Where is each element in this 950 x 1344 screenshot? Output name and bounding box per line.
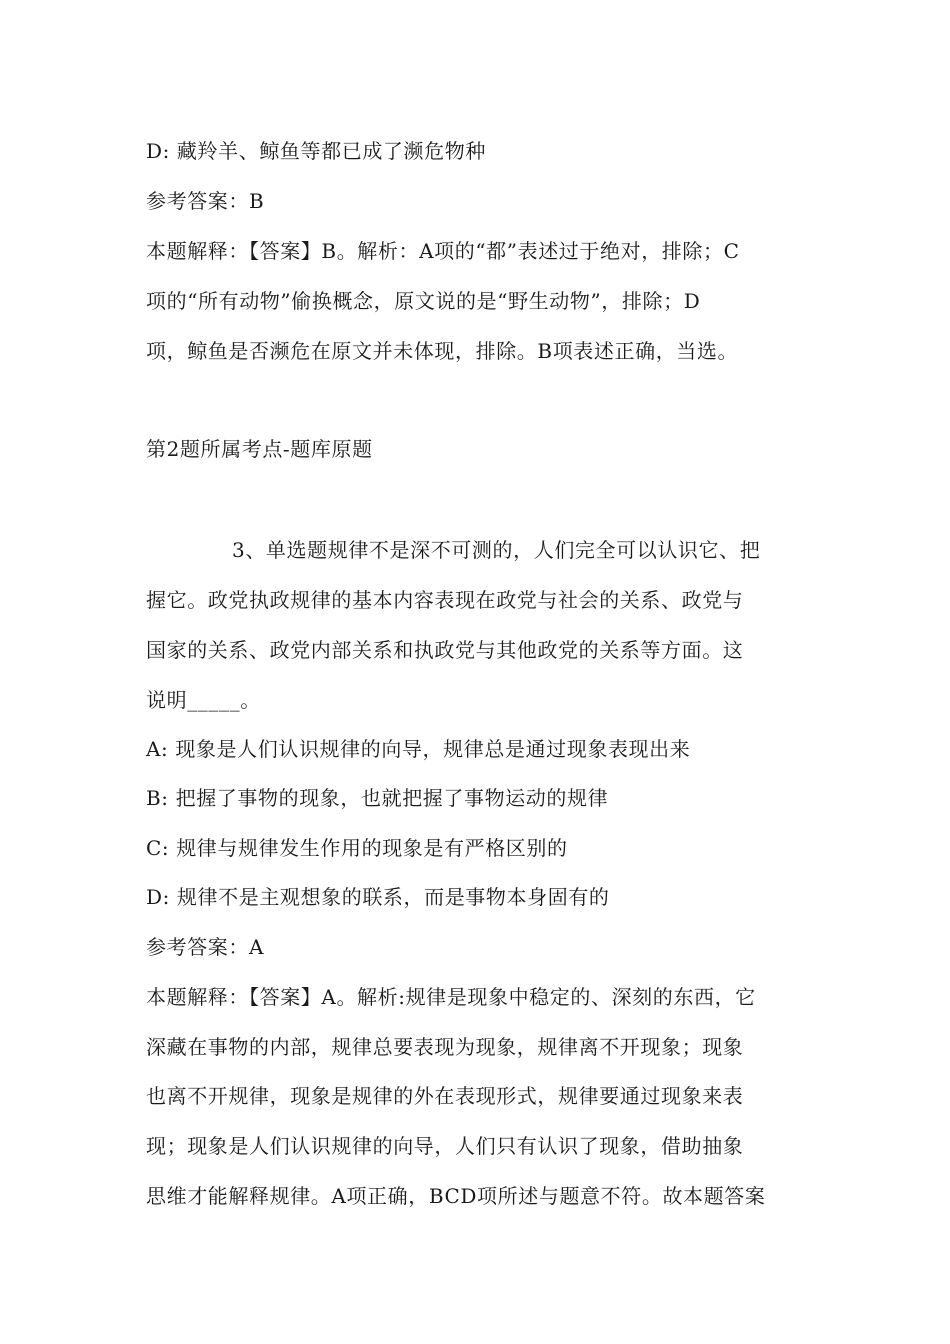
q3-option-c: C: 规律与规律发生作用的现象是有严格区别的 (146, 836, 568, 860)
q2-option-d: D: 藏羚羊、鲸鱼等都已成了濒危物种 (146, 139, 486, 163)
q3-option-d: D: 规律不是主观想象的联系，而是事物本身固有的 (146, 885, 610, 909)
q3-stem-line-4: 说明_____。 (146, 688, 261, 712)
q2-explanation-line-3: 项，鲸鱼是否濒危在原文并未体现，排除。B项表述正确，当选。 (146, 339, 739, 363)
q3-explanation-line-3: 也离不开规律，现象是规律的外在表现形式，规律要通过现象来表 (146, 1084, 744, 1108)
q3-option-a: A: 现象是人们认识规律的向导，规律总是通过现象表现出来 (146, 737, 691, 761)
q2-topic: 第2题所属考点-题库原题 (146, 437, 373, 461)
q3-option-b: B: 把握了事物的现象，也就把握了事物运动的规律 (146, 786, 609, 810)
q3-explanation-line-5: 思维才能解释规律。A项正确，BCD项所述与题意不符。故本题答案 (146, 1184, 766, 1208)
q3-explanation-line-2: 深藏在事物的内部，规律总要表现为现象，规律离不开现象；现象 (146, 1035, 744, 1059)
q3-stem-line-1: 3、单选题规律不是深不可测的，人们完全可以认识它、把 (232, 538, 761, 562)
q3-explanation-line-1: 本题解释：【答案】A。解析:规律是现象中稳定的、深刻的东西，它 (146, 985, 756, 1009)
q3-answer: 参考答案：A (146, 935, 265, 959)
q3-stem-line-2: 握它。政党执政规律的基本内容表现在政党与社会的关系、政党与 (146, 588, 744, 612)
q3-explanation-line-4: 现；现象是人们认识规律的向导，人们只有认识了现象，借助抽象 (146, 1134, 744, 1158)
q2-answer: 参考答案：B (146, 189, 265, 213)
q2-explanation-line-2: 项的“所有动物”偷换概念，原文说的是“野生动物”，排除；D (146, 289, 701, 313)
q3-stem-line-3: 国家的关系、政党内部关系和执政党与其他政党的关系等方面。这 (146, 638, 744, 662)
q2-explanation-line-1: 本题解释：【答案】B。解析：A项的“都”表述过于绝对，排除；C (146, 239, 740, 263)
